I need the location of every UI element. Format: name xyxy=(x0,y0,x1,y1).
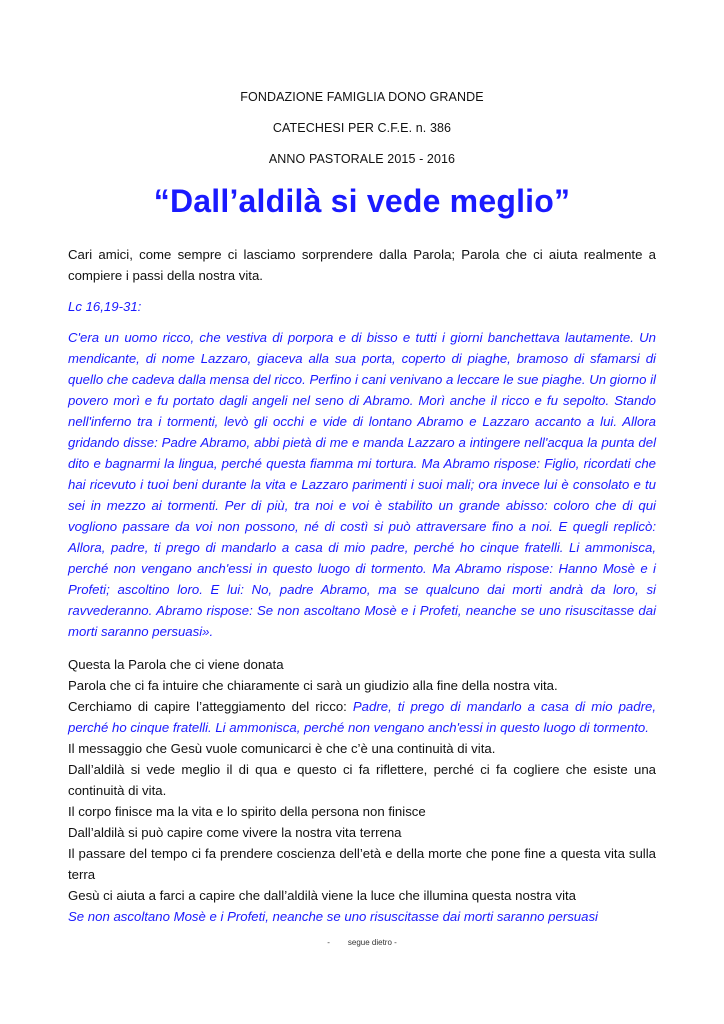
body-line-7: Dall’aldilà si può capire come vivere la nostra vita terrena xyxy=(68,825,402,840)
header-pastoral-year: ANNO PASTORALE 2015 - 2016 xyxy=(268,152,456,166)
body-line-3-text: Cerchiamo di capire l’atteggiamento del ricco: xyxy=(68,699,353,714)
body-line-8: Il passare del tempo ci fa prendere coscienza dell’età e della morte che pone fine a questa vita sulla terra xyxy=(68,846,656,882)
body-line-4: Il messaggio che Gesù vuole comunicarci è che c’è una continuità di vita. xyxy=(68,741,496,756)
intro-paragraph: Cari amici, come sempre ci lasciamo sorprendere dalla Parola; Parola che ci aiuta realmente a compiere i passi della nostra vita. xyxy=(68,247,656,283)
body-line-5: Dall’aldilà si vede meglio il di qua e questo ci fa riflettere, perché ci fa cogliere che esiste una continuità di vita. xyxy=(68,762,656,798)
header-foundation: FONDAZIONE FAMIGLIA DONO GRANDE xyxy=(240,90,484,104)
scripture-passage: C'era un uomo ricco, che vestiva di porpora e di bisso e tutti i giorni banchettava lautamente. Un mendicante, di nome Lazzaro, giaceva alla sua porta, coperto di piaghe, bramoso di sfamarsi di quello che cadeva dalla mensa del ricco. Perfino i cani venivano a leccare le sue piaghe. Un giorno il povero morì e fu portato dagli angeli nel seno di Abramo. Morì anche il ricco e fu sepolto. Stando nell'inferno tra i tormenti, levò gli occhi e vide di lontano Abramo e Lazzaro accanto a lui. Allora gridando disse: Padre Abramo, abbi pietà di me e manda Lazzaro a intingere nell'acqua la punta del dito e bagnarmi la lingua, perché questa fiamma mi tortura. Ma Abramo rispose: Figlio, ricordati che hai ricevuto i tuoi beni durante la vita e Lazzaro parimenti i suoi mali; ora invece lui è consolato e tu sei in mezzo ai tormenti. Per di più, tra noi e voi è stabilito un grande abisso: coloro che di qui vogliono passare da voi non possono, né di costì si può attraversare fino a noi. E quegli replicò: Allora, padre, ti prego di mandarlo a casa di mio padre, perché ho cinque fratelli. Li ammonisca, perché non vengano anch'essi in questo luogo di tormento. Ma Abramo rispose: Hanno Mosè e i Profeti; ascoltino loro. E lui: No, padre Abramo, ma se qualcuno dai morti andrà da loro, si ravvederanno. Abramo rispose: Se non ascoltano Mosè e i Profeti, neanche se uno risuscitasse dai morti saranno persuasi». xyxy=(68,330,656,639)
body-line-1: Questa la Parola che ci viene donata xyxy=(68,657,284,672)
scripture-reference: Lc 16,19-31: xyxy=(68,299,142,314)
footer-dash: - xyxy=(327,938,330,947)
body-line-10-quote: Se non ascoltano Mosè e i Profeti, neanche se uno risuscitasse dai morti saranno persuasi xyxy=(68,909,598,924)
page-footer xyxy=(0,938,724,947)
document-body xyxy=(68,244,656,927)
header-catechesis: CATECHESI PER C.F.E. n. 386 xyxy=(272,121,452,135)
body-line-3 xyxy=(68,696,656,738)
footer-continue-note: segue dietro - xyxy=(347,938,397,947)
body-line-6: Il corpo finisce ma la vita e lo spirito della persona non finisce xyxy=(68,804,426,819)
body-line-9: Gesù ci aiuta a farci a capire che dall’aldilà viene la luce che illumina questa nostra vita xyxy=(68,888,576,903)
body-line-3-quote: Padre, ti prego di mandarlo a casa di mio padre, perché ho cinque fratelli. Li ammonisca, perché non vengano anch'essi in questo luogo di tormento. xyxy=(68,699,656,735)
page-title: “Dall’aldilà si vede meglio” xyxy=(153,183,571,219)
body-line-2: Parola che ci fa intuire che chiaramente ci sarà un giudizio alla fine della nostra vita. xyxy=(68,678,558,693)
